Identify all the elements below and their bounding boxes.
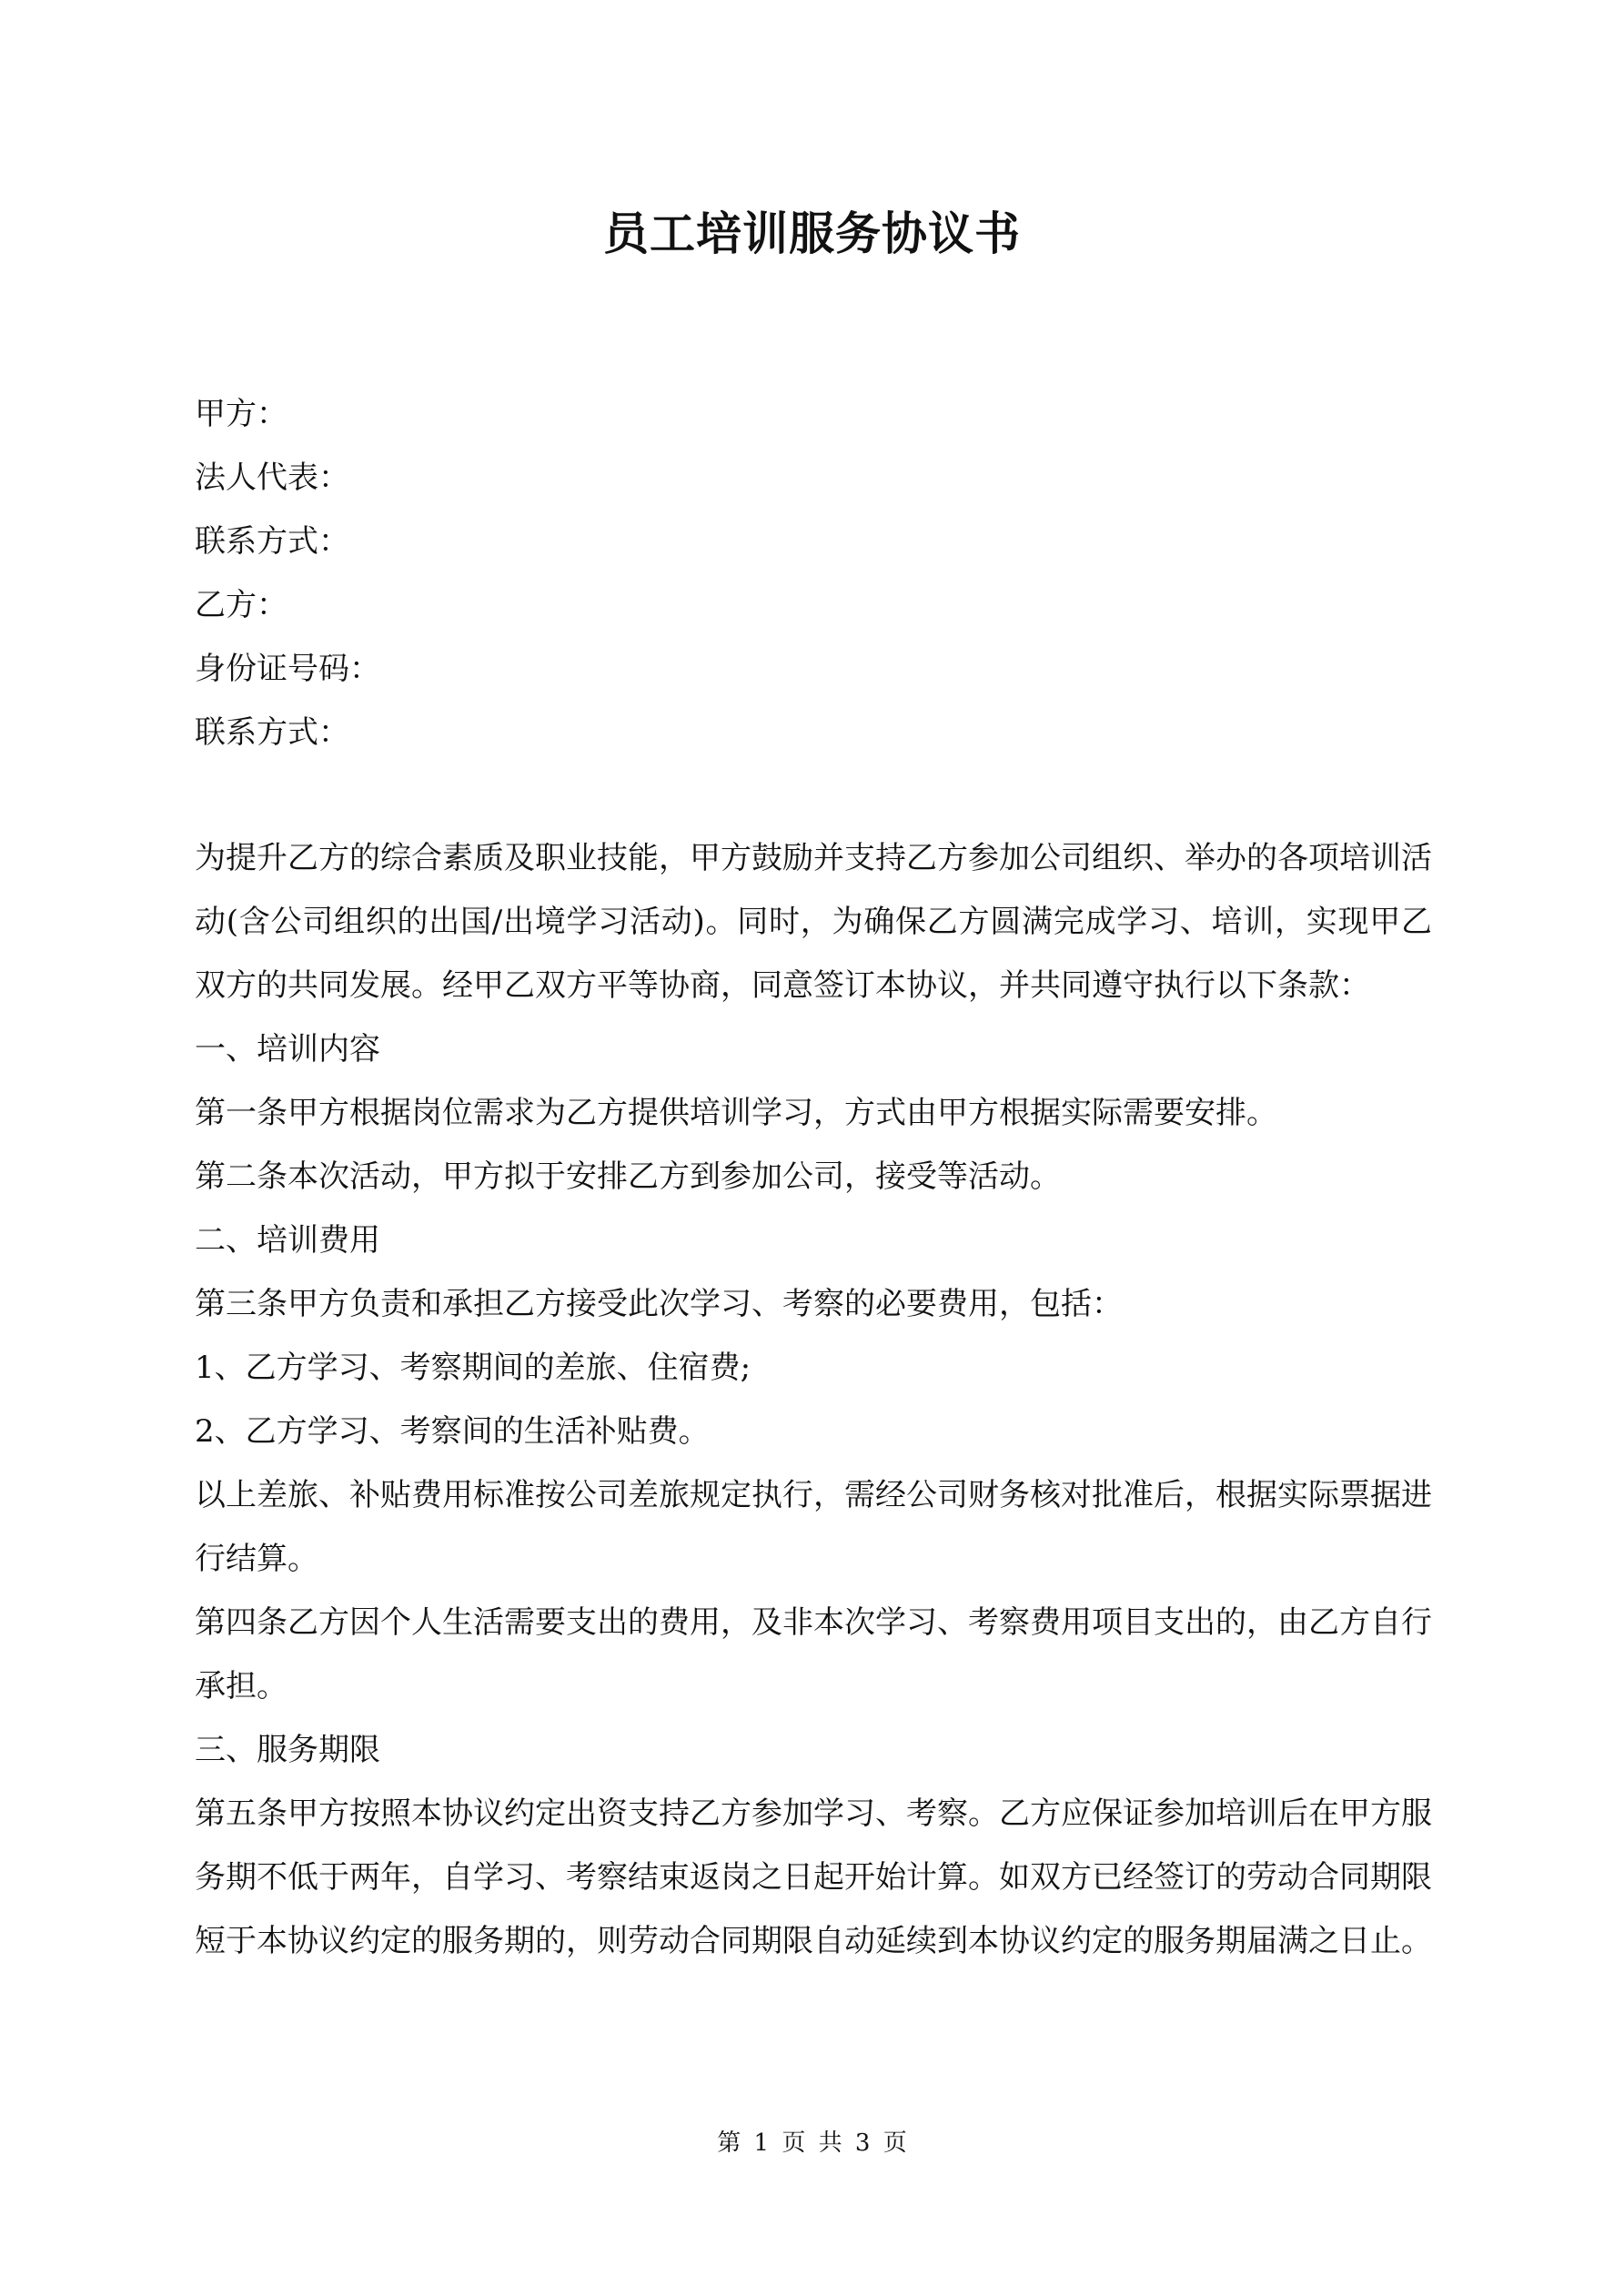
party-b-contact-field: 联系方式： — [195, 714, 349, 751]
page-number-footer: 第 1 页 共 3 页 — [717, 2129, 907, 2157]
fee-settlement-paragraph: 以上差旅、补贴费用标准按公司差旅规定执行，需经公司财务核对批准后，根据实际票据进行结算。 — [195, 1477, 1432, 1577]
party-b-field: 乙方： — [195, 587, 287, 623]
party-a-field: 甲方： — [195, 396, 287, 432]
section-heading-service-term: 三、服务期限 — [195, 1732, 380, 1768]
article-5: 第五条甲方按照本协议约定出资支持乙方参加学习、考察。乙方应保证参加培训后在甲方服务期不低于两年，自学习、考察结束返岗之日起开始计算。如双方已经签订的劳动合同期限短于本协议约定的服务期的，则劳动合同期限自动延续到本协议约定的服务期届满之日止。 — [195, 1795, 1432, 1959]
party-a-contact-field: 联系方式： — [195, 523, 349, 560]
fee-item-2: 2、乙方学习、考察间的生活补贴费。 — [195, 1413, 710, 1450]
parties-block — [195, 382, 1432, 764]
legal-representative-field: 法人代表： — [195, 460, 349, 496]
section-heading-training-content: 一、培训内容 — [195, 1031, 380, 1067]
preamble-paragraph: 为提升乙方的综合素质及职业技能，甲方鼓励并支持乙方参加公司组织、举办的各项培训活动(含公司组织的出国/出境学习活动)。同时，为确保乙方圆满完成学习、培训，实现甲乙双方的共同发展。经甲乙双方平等协商，同意签订本协议，并共同遵守执行以下条款： — [195, 840, 1432, 1004]
article-4: 第四条乙方因个人生活需要支出的费用，及非本次学习、考察费用项目支出的，由乙方自行承担。 — [195, 1604, 1432, 1704]
id-number-field: 身份证号码： — [195, 651, 380, 687]
article-1: 第一条甲方根据岗位需求为乙方提供培训学习，方式由甲方根据实际需要安排。 — [195, 1095, 1277, 1131]
article-2: 第二条本次活动，甲方拟于安排乙方到参加公司，接受等活动。 — [195, 1158, 1061, 1195]
agreement-body — [195, 826, 1432, 1973]
document-title: 员工培训服务协议书 — [603, 207, 1021, 260]
article-3: 第三条甲方负责和承担乙方接受此次学习、考察的必要费用，包括： — [195, 1286, 1123, 1322]
fee-item-1: 1、乙方学习、考察期间的差旅、住宿费; — [195, 1350, 751, 1386]
section-heading-training-fees: 二、培训费用 — [195, 1222, 380, 1259]
